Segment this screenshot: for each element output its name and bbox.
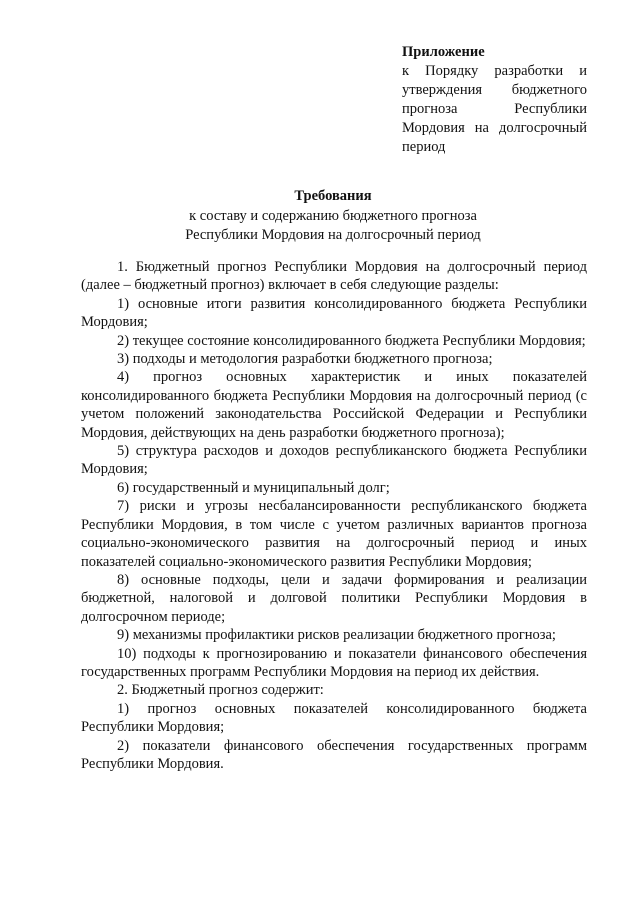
paragraph-section-1-intro: 1. Бюджетный прогноз Республики Мордовия на долгосрочный период (далее – бюджетный прогноз) включает в себя следующие разделы: [81, 259, 587, 294]
paragraph-item-2-1: 1) прогноз основных показателей консолидированного бюджета Республики Мордовия; [81, 700, 587, 736]
paragraph-item-1-6: 6) государственный и муниципальный долг; [117, 479, 390, 496]
paragraph-item-1-9: 9) механизмы профилактики рисков реализации бюджетного прогноза; [117, 627, 556, 644]
document-title: Требования [294, 188, 372, 204]
appendix-header [402, 43, 587, 157]
paragraph-item-1-4: 4) прогноз основных характеристик и иных показателей консолидированного бюджета Республики Мордовия на долгосрочный период (с учетом положений законодательства Российской Федерации и Республики Мордовия, действующих на день разработки бюджетного прогноза); [81, 369, 587, 441]
document-subtitle-line-1: к составу и содержанию бюджетного прогноза [189, 207, 477, 224]
appendix-title: Приложение [402, 44, 485, 60]
document-subtitle-line-2: Республики Мордовия на долгосрочный период [185, 227, 481, 243]
paragraph-item-1-3: 3) подходы и методология разработки бюджетного прогноза; [117, 351, 493, 368]
paragraph-item-1-2: 2) текущее состояние консолидированного бюджета Республики Мордовия; [117, 332, 586, 349]
paragraph-section-2-intro: 2. Бюджетный прогноз содержит: [117, 682, 324, 699]
paragraph-item-1-1: 1) основные итоги развития консолидированного бюджета Республики Мордовия; [81, 295, 587, 331]
paragraph-item-1-10: 10) подходы к прогнозированию и показатели финансового обеспечения государственных программ Республики Мордовия на период их действия. [81, 645, 587, 680]
document-heading [80, 187, 586, 246]
paragraph-item-2-2: 2) показатели финансового обеспечения государственных программ Республики Мордовия. [81, 737, 587, 772]
paragraph-item-1-7: 7) риски и угрозы несбалансированности республиканского бюджета Республики Мордовия, в том числе с учетом различных вариантов прогноза социально-экономического развития на долгосрочный период и иных показателей социально-экономического развития Республики Мордовия; [81, 498, 587, 570]
document-body [81, 258, 587, 773]
appendix-reference-text: к Порядку разработки и утверждения бюджетного прогноза Республики Мордовия на долгосрочный период [402, 63, 587, 155]
paragraph-item-1-8: 8) основные подходы, цели и задачи формирования и реализации бюджетной, налоговой и долговой политики Республики Мордовия в долгосрочном периоде; [81, 571, 587, 625]
paragraph-item-1-5: 5) структура расходов и доходов республиканского бюджета Республики Мордовия; [81, 443, 587, 478]
